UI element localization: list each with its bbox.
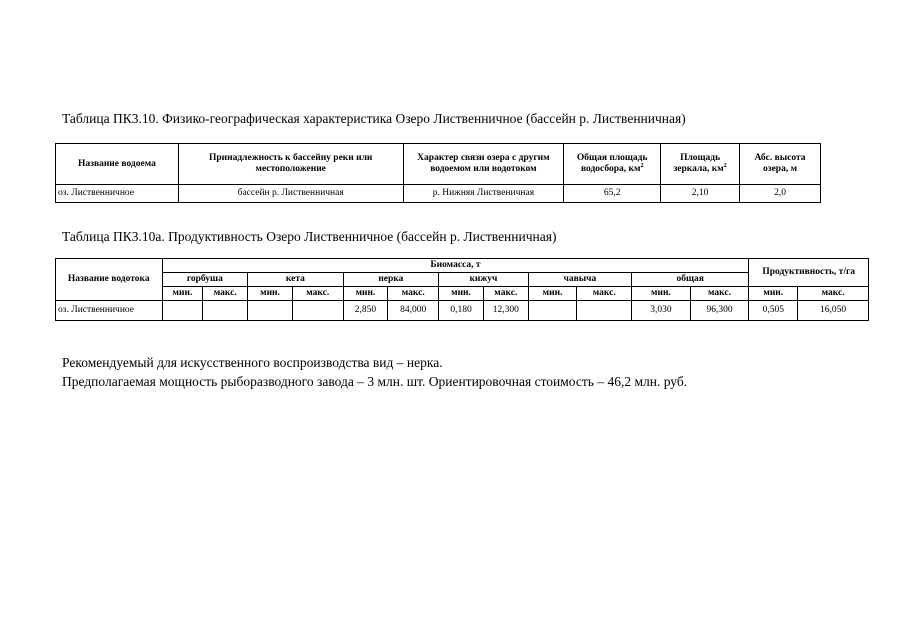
col-header-name: Название водотока (56, 259, 163, 301)
table1-caption: Таблица ПК3.10. Физико-географическая характеристика Озеро Лиственничное (бассейн р. Лиственничная) (62, 111, 686, 126)
cell-value: 0,180 (439, 301, 484, 321)
col-header-max: макс. (577, 287, 632, 301)
table2-caption: Таблица ПК3.10а. Продуктивность Озеро Лиственничное (бассейн р. Лиственничная) (62, 229, 557, 244)
col-header-productivity: Продуктивность, т/га (749, 259, 869, 287)
cell-value: 12,300 (483, 301, 528, 321)
mirror-header-sup: 2 (723, 162, 727, 169)
note-recommended-species: Рекомендуемый для искусственного воспроизводства вид – нерка. (62, 355, 443, 370)
area-header-text: Общая площадь водосбора, км (576, 153, 648, 174)
col-header-height: Абс. высота озера, м (740, 144, 821, 185)
table-header-row (56, 259, 869, 273)
col-header-biomass: Биомасса, т (162, 259, 749, 273)
col-header-species: кижуч (439, 273, 529, 287)
cell-value (528, 301, 577, 321)
cell-basin: бассейн р. Лиственничная (178, 185, 403, 203)
col-header-mirror (661, 144, 740, 185)
table-header-row (56, 287, 869, 301)
col-header-max: макс. (388, 287, 439, 301)
mirror-header-text: Площадь зеркала, км (673, 153, 724, 174)
cell-name: оз. Лиственничное (56, 301, 163, 321)
cell-area: 65,2 (564, 185, 661, 203)
productivity-table (55, 258, 869, 321)
col-header-max: макс. (203, 287, 248, 301)
cell-value (292, 301, 343, 321)
cell-value (203, 301, 248, 321)
cell-link: р. Нижняя Лиственичная (403, 185, 564, 203)
table-row (56, 301, 869, 321)
cell-value: 96,300 (690, 301, 749, 321)
cell-value (248, 301, 293, 321)
cell-value (162, 301, 203, 321)
col-header-link: Характер связи озера с другим водоемом или водотоком (403, 144, 564, 185)
col-header-min: мин. (162, 287, 203, 301)
col-header-basin: Принадлежность к бассейну реки или местоположение (178, 144, 403, 185)
table-header-row (56, 144, 821, 185)
col-header-min: мин. (439, 287, 484, 301)
cell-name: оз. Лиственничное (56, 185, 179, 203)
note-hatchery-capacity: Предполагаемая мощность рыборазводного завода – 3 млн. шт. Ориентировочная стоимость – 46,2 млн. руб. (62, 374, 688, 389)
col-header-species: общая (632, 273, 749, 287)
col-header-min: мин. (528, 287, 577, 301)
table-row (56, 185, 821, 203)
cell-value: 84,000 (388, 301, 439, 321)
col-header-name: Название водоема (56, 144, 179, 185)
cell-value: 16,050 (798, 301, 869, 321)
physgeo-table (55, 143, 821, 203)
col-header-max: макс. (483, 287, 528, 301)
col-header-max: макс. (292, 287, 343, 301)
col-header-min: мин. (248, 287, 293, 301)
cell-height: 2,0 (740, 185, 821, 203)
table-header-row (56, 273, 869, 287)
col-header-species: нерка (343, 273, 439, 287)
col-header-area (564, 144, 661, 185)
cell-value: 2,850 (343, 301, 388, 321)
area-header-sup: 2 (640, 162, 644, 169)
col-header-species: кета (248, 273, 343, 287)
col-header-min: мин. (749, 287, 798, 301)
cell-value: 3,030 (632, 301, 691, 321)
col-header-min: мин. (632, 287, 691, 301)
cell-value (577, 301, 632, 321)
col-header-max: макс. (798, 287, 869, 301)
col-header-min: мин. (343, 287, 388, 301)
col-header-species: горбуша (162, 273, 248, 287)
cell-value: 0,505 (749, 301, 798, 321)
col-header-species: чавыча (528, 273, 631, 287)
col-header-max: макс. (690, 287, 749, 301)
cell-mirror: 2,10 (661, 185, 740, 203)
